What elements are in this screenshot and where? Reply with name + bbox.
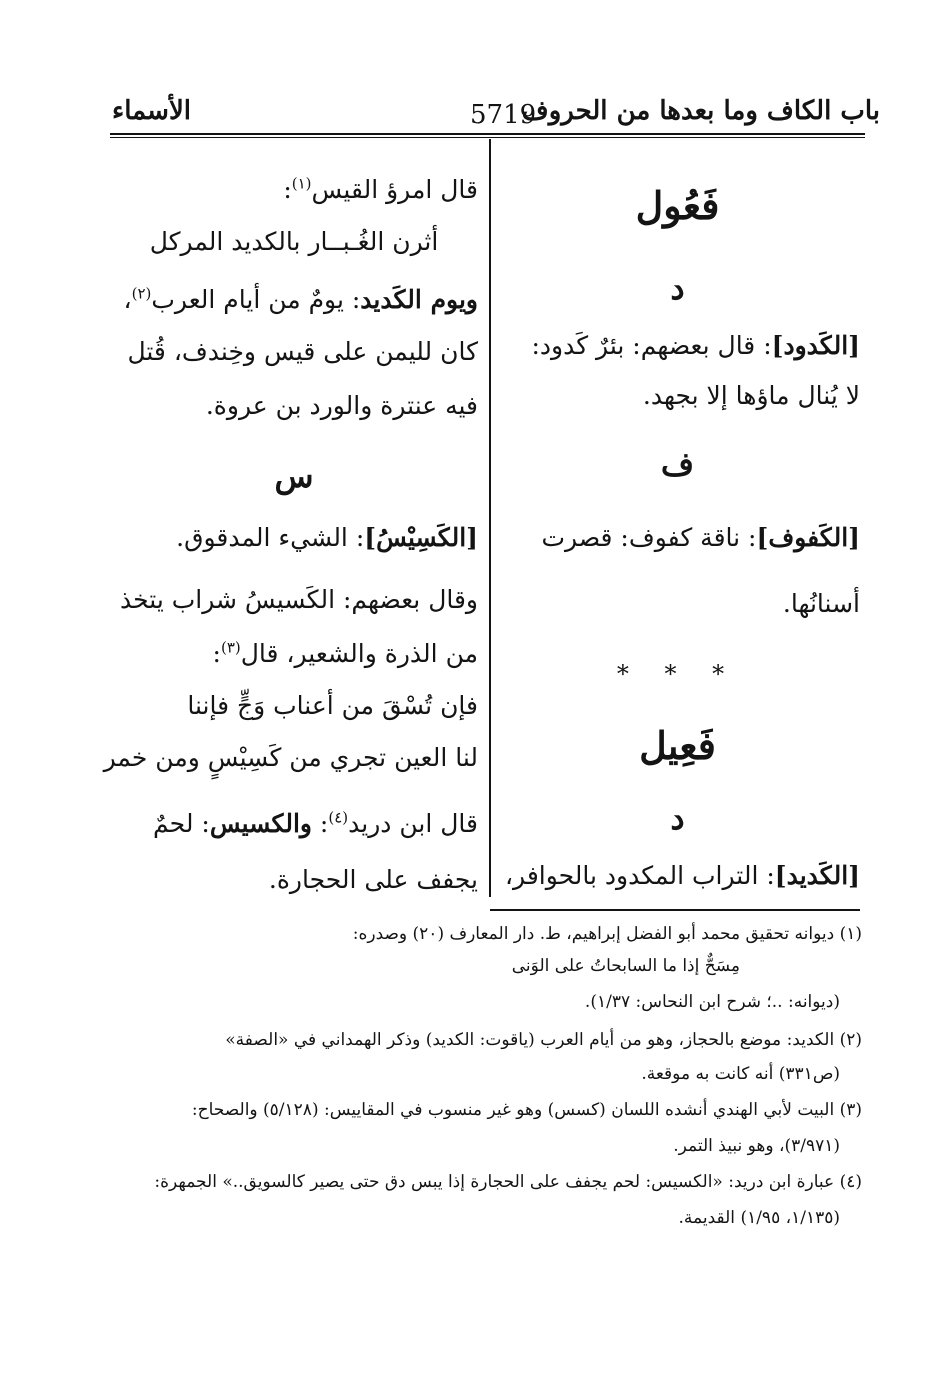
text-span: من الذرة والشعير، قال	[240, 639, 478, 668]
text-span: قال امرؤ القيس	[311, 175, 478, 204]
headword-kasis: [الكَسِيْسُ]	[364, 523, 478, 552]
footnote-2-cont: (ص٣٣١) أنه كانت به موقعة.	[641, 1064, 840, 1084]
text-span: :	[311, 809, 329, 838]
footnote-rule	[490, 909, 860, 911]
letter-dal-1: د	[670, 269, 685, 307]
line-kana: كان لليمن على قيس وخِندف، قُتل	[127, 337, 478, 366]
footnote-1-source: (ديوانه: ..؛ شرح ابن النحاس: ١/٣٧).	[584, 992, 840, 1012]
headword-kadid: [الكَديد]	[774, 861, 860, 890]
footnote-4: (٤) عبارة ابن دريد: «الكسيس: لحم يجفف على الحجارة إذا يبس دق حتى يصير كالسويق..» الجمهرة:	[154, 1172, 862, 1192]
letter-sin: س	[274, 457, 314, 495]
entry-kafuf-line2: أسنانُها.	[782, 589, 860, 618]
line-wa-qala: وقال بعضهم: الكَسيسُ شراب يتخذ	[120, 585, 478, 614]
header-rule	[110, 133, 865, 135]
header-rule-thin	[110, 137, 865, 138]
entry-kadid	[495, 850, 860, 902]
headword-kafuf: [الكَفوف]	[756, 523, 860, 552]
text-span: :	[283, 175, 292, 204]
entry-kadud-text: : قال بعضهم: بئرٌ كَدود:	[531, 331, 772, 360]
verse-line-3: لنا العين تجري من كَسِيْسٍ ومن خمر	[103, 743, 478, 772]
footnote-3-cont: (٣/٩٧١)، وهو نبيذ التمر.	[673, 1136, 840, 1156]
footnote-ref-4: (٤)	[328, 808, 349, 827]
entry-kafuf	[495, 512, 860, 564]
section-title: الأسماء	[112, 96, 192, 126]
chapter-title: باب الكاف وما بعدها من الحروف	[521, 96, 880, 126]
text-span: : يومٌ من أيام العرب	[151, 285, 361, 314]
footnote-1-verse: مِسَحٌّ إذا ما السابحاتُ على الوَنى	[511, 956, 740, 976]
footnote-ref-3: (٣)	[220, 638, 241, 657]
entry-kasis	[110, 512, 478, 564]
line-yujaffaf: يجفف على الحجارة.	[268, 865, 478, 894]
line-antara: فيه عنترة والورد بن عروة.	[205, 391, 478, 420]
footnote-1: (١) ديوانه تحقيق محمد أبو الفضل إبراهيم، ط. دار المعارف (٢٠) وصدره:	[352, 924, 862, 944]
line-imru-alqays	[110, 164, 478, 216]
entry-kafuf-text: : ناقة كفوف: قصرت	[541, 523, 757, 552]
section-stars: * * *	[616, 660, 739, 688]
footnote-3: (٣) البيت لأبي الهندي أنشده اللسان (كسس) وهو غير منسوب في المقاييس: (٥/١٢٨) والصحاح:	[191, 1100, 862, 1120]
footnote-ref-1: (١)	[291, 174, 312, 193]
text-span: : لحمٌ	[153, 809, 210, 838]
headword-yawm-alkadid: ويوم الكَديد	[360, 285, 478, 314]
headword-alkasis: والكسيس	[209, 809, 312, 838]
page-number: 5719	[470, 100, 537, 130]
text-span: ،	[123, 285, 132, 314]
line-ibn-durayd	[110, 798, 478, 850]
entry-kadud-line2: لا يُنال ماؤها إلا بجهد.	[642, 381, 860, 410]
column-divider	[489, 139, 491, 897]
text-span: قال ابن دريد	[348, 809, 478, 838]
heading-fauul: فَعُول	[635, 183, 720, 228]
text-span: : الشيء المدقوق.	[176, 523, 365, 552]
verse-line-1: أثرن الغُـبــار بالكديد المركل	[149, 227, 439, 256]
heading-fail: فَعِيل	[639, 723, 716, 768]
line-yawm-alkadid	[110, 274, 478, 326]
entry-kadid-text: : التراب المكدود بالحوافر،	[504, 861, 775, 890]
footnote-ref-2: (٢)	[131, 284, 152, 303]
headword-kadud: [الكَدود]	[771, 331, 860, 360]
letter-dal-2: د	[670, 799, 685, 837]
footnote-4-cont: (١/١٣٥، ١/٩٥) القديمة.	[678, 1208, 840, 1228]
entry-kadud	[495, 320, 860, 372]
verse-line-2: فإن تُسْقَ من أعناب وَجٍّ فإننا	[187, 691, 478, 720]
line-dhura	[110, 628, 478, 680]
text-span: :	[212, 639, 221, 668]
letter-fa: ف	[660, 445, 695, 483]
footnote-2: (٢) الكديد: موضع بالحجاز، وهو من أيام العرب (ياقوت: الكديد) وذكر الهمداني في «الصفة»	[225, 1030, 862, 1050]
